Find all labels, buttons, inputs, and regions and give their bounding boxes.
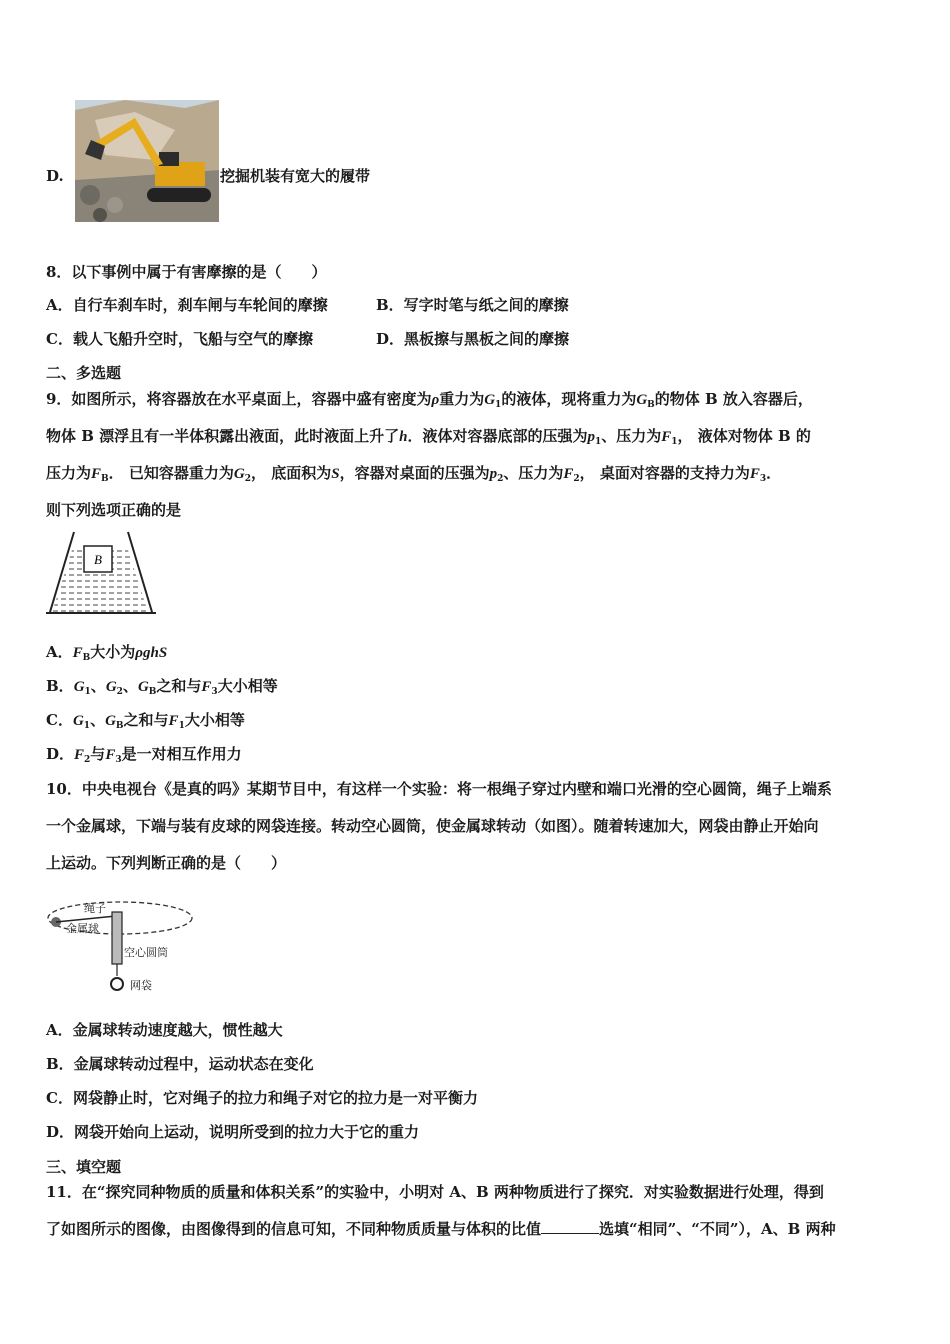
label-net-bag: 网袋	[130, 979, 152, 992]
q11-stem-line1: 11．在“探究同种物质的质量和体积关系”的实验中，小明对 A、B 两种物质进行了探究．对实验数据进行处理，得到	[46, 1183, 824, 1201]
q10-stem-line2: 一个金属球，下端与装有皮球的网袋连接。转动空心圆筒，使金属球转动（如图）。随着转速加大，网袋由静止开始向	[46, 817, 819, 835]
label-rope: 绳子	[84, 902, 106, 915]
q11-stem-line2: 了如图所示的图像，由图像得到的信息可知，不同种物质质量与体积的比值 选填“相同”、“不同”），A、B 两种	[46, 1220, 836, 1238]
q9-option-a: A．$F_B$大小为ρghS	[46, 643, 168, 663]
q11-answer-blank[interactable]	[541, 1219, 599, 1234]
q10-option-b: B．金属球转动过程中，运动状态在变化	[46, 1055, 314, 1073]
container-figure	[44, 530, 158, 620]
q9-stem-line1: 9．如图所示，将容器放在水平桌面上，容器中盛有密度为ρ重力为$G_1$的液体，现将重力为$G_B$的物体 B 放入容器后，	[46, 390, 813, 410]
q7-option-d-text: 挖掘机装有宽大的履带	[220, 167, 371, 185]
q9-stem-line3: 压力为$F_B$． 已知容器重力为$G_2$， 底面积为S，容器对桌面的压强为$p_2$、压力为$F_2$， 桌面对容器的支持力为$F_3$．	[46, 464, 782, 484]
q8-option-a: A．自行车刹车时，刹车闸与车轮间的摩擦	[46, 296, 328, 314]
q9-stem-line4: 则下列选项正确的是	[46, 501, 182, 519]
excavator-photo	[75, 100, 219, 222]
q10-stem-line1: 10．中央电视台《是真的吗》某期节目中，有这样一个实验：将一根绳子穿过内壁和端口光滑的空心圆筒，绳子上端系	[46, 780, 832, 798]
q9-option-d: D．$F_2$与$F_3$是一对相互作用力	[46, 745, 242, 765]
q9-option-c: C．$G_1$、$G_B$之和与$F_1$大小相等	[46, 711, 245, 731]
q10-stem-line3: 上运动。下列判断正确的是（ ）	[46, 854, 287, 872]
q9-stem-line2: 物体 B 漂浮且有一半体积露出液面，此时液面上升了h．液体对容器底部的压强为$p_1$、压力为$F_1$， 液体对物体 B 的	[46, 427, 811, 447]
q8-option-d: D．黑板擦与黑板之间的摩擦	[376, 330, 570, 348]
q8-option-c: C．载人飞船升空时，飞船与空气的摩擦	[46, 330, 313, 348]
section-multi-choice-heading: 二、多选题	[46, 364, 122, 382]
q9-option-b: B．$G_1$、$G_2$、$G_B$之和与$F_3$大小相等	[46, 677, 278, 697]
q10-option-c: C．网袋静止时，它对绳子的拉力和绳子对它的拉力是一对平衡力	[46, 1089, 478, 1107]
q10-option-d: D．网袋开始向上运动，说明所受到的拉力大于它的重力	[46, 1123, 420, 1141]
label-tube: 空心圆筒	[124, 946, 168, 959]
q8-stem: 8．以下事例中属于有害摩擦的是（ ）	[46, 263, 327, 281]
q8-option-b: B．写字时笔与纸之间的摩擦	[376, 296, 569, 314]
rotating-tube-figure	[44, 896, 196, 996]
label-metal-ball: 金属球	[66, 922, 99, 935]
q7-option-d-label: D.	[46, 167, 64, 185]
q10-option-a: A．金属球转动速度越大，惯性越大	[46, 1021, 283, 1039]
object-b-label: B	[94, 552, 102, 567]
section-fill-in-heading: 三、填空题	[46, 1158, 122, 1176]
